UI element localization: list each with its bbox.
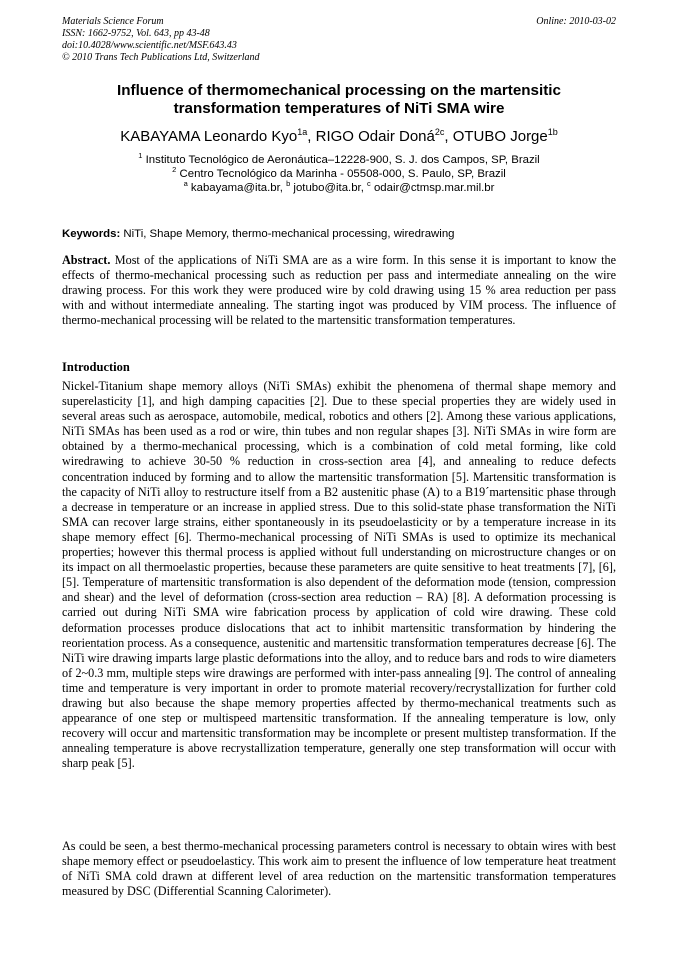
abstract (62, 253, 616, 328)
email-b-marker: b (286, 179, 291, 189)
affiliation-2-marker: 2 (172, 165, 177, 175)
journal-doi: doi:10.4028/www.scientific.net/MSF.643.43 (62, 40, 237, 51)
introduction-paragraph-1: Nickel-Titanium shape memory alloys (NiTi SMAs) exhibit the phenomena of thermal shape memory and superelasticity [1], and high damping capacities [2]. Due to these special properties they are widely used in several areas such as aerospace, automobile, medical, robotics and others [2]. Among these various applications, NiTi SMAs has been used as a rod or wire, thin tubes and non regular shapes [3]. NiTi SMAs in wire form are obtained by a thermo-mechanical processing, which is a combination of cold metal forming, like cold wiredrawing to achieve 30-50 % reduction in cross-section area [4], and annealing to reduce defects concentration induced by forming and to allow the martensitic transformation [5]. Martensitic transformation is the capacity of NiTi alloy to restructure itself from a B2 austenitic phase (A) to a B19´martensitic phase through a decrease in temperature or an increase in applied stress. Due to this solid-state phase transformation the NiTi SMA can recover large strains, either spontaneously in its pseudoelasticity or by a temperature increase in its shape memory effect [6]. Thermo-mechanical processing of NiTi SMAs is used to optimize its mechanical properties; however this thermal process is applied without full understanding on microstructure changes or on its impact on all thermoelastic properties, because these parameters are quite sensitive to heat treatments [7], [6], [5]. Temperature of martensitic transformation is also dependent of the deformation mode (tension, compression and shear) and the level of deformation (cross-section area reduction – RA) [8]. A deformation processing is carried out during NiTi SMA wire fabrication process by application of cold wire drawing. These cold deformation processes produce dislocations that act to inhibit martensitic transformation by hindering the reorientation process. As a consequence, austenitic and martensitic transformation temperatures decrease [6]. The NiTi wire drawing imparts large plastic deformations into the alloy, and to reduce bars and rods to wire diameters of 2~0.3 mm, multiple steps wire drawings are performed with inter-pass annealing [9]. The control of annealing time and temperature is very important in order to promote material recovery/recrystallization for further cold drawing but also because the shape memory properties affected by thermo-mechanical treatments such as appearance of one step or multispeed martensitic transformation. If the annealing temperature is low, only recovery will occur and martensitic transformation may be incomplete or present multistep transformation. If the annealing temperature is above recrystallization temperature, generally one step transformation will occur with sharp peak [5]. (62, 379, 616, 771)
author-1: KABAYAMA Leonardo Kyo (120, 128, 298, 145)
section-heading-introduction: Introduction (62, 360, 130, 374)
online-date: Online: 2010-03-02 (536, 16, 616, 27)
author-separator: , (444, 128, 453, 145)
paper-title (62, 82, 616, 118)
abstract-label: Abstract. (62, 253, 111, 267)
introduction-paragraph-2: As could be seen, a best thermo-mechanical processing parameters control is necessary to obtain wires with best shape memory effect or pseudoelasticy. This work aim to present the influence of low temperature heat treatment of NiTi SMA cold drawn at different level of area reduction on the martensitic transformation temperatures measured by DSC (Differential Scanning Calorimeter). (62, 839, 616, 899)
author-3-affiliation: 1b (547, 127, 558, 137)
author-1-affiliation: 1a (297, 127, 308, 137)
keywords-text: NiTi, Shape Memory, thermo-mechanical processing, wiredrawing (120, 228, 455, 240)
email-a-marker: a (183, 179, 188, 189)
affiliation-2 (62, 167, 616, 181)
abstract-text: Most of the applications of NiTi SMA are as a wire form. In this sense it is important to know the effects of thermo-mechanical processing such as reduction per pass and intermediate annealing on the wire drawing process. For this work they were produced wire by cold drawing using 15 % area reduction per pass with and without intermediate annealing. The starting ingot was produced by VIM process. The influence of thermo-mechanical processing will be related to the martensitic transformation temperatures. (62, 253, 616, 328)
journal-info (62, 16, 616, 64)
keywords-label: Keywords: (62, 228, 121, 240)
email-a: kabayama@ita.br, (187, 182, 287, 194)
email-c-marker: c (367, 179, 371, 189)
affiliation-1-marker: 1 (138, 151, 143, 161)
author-2-affiliation: 2c (434, 127, 445, 137)
journal-copyright: © 2010 Trans Tech Publications Ltd, Switzerland (62, 52, 260, 63)
author-list (62, 128, 616, 146)
affiliation-1 (62, 153, 616, 167)
email-c: odair@ctmsp.mar.mil.br (370, 182, 495, 194)
author-emails (62, 181, 616, 195)
affiliation-1-text: Instituto Tecnológico de Aeronáutica–12228-900, S. J. dos Campos, SP, Brazil (142, 154, 540, 166)
journal-issn: ISSN: 1662-9752, Vol. 643, pp 43-48 (62, 28, 210, 39)
title-line-1: Influence of thermomechanical processing on the martensitic (117, 82, 561, 99)
title-line-2: transformation temperatures of NiTi SMA wire (173, 100, 505, 117)
author-2: RIGO Odair Doná (315, 128, 435, 145)
journal-name: Materials Science Forum (62, 16, 164, 27)
journal-header (62, 16, 616, 64)
author-separator: , (307, 128, 316, 145)
affiliation-2-text: Centro Tecnológico da Marinha - 05508-000, S. Paulo, SP, Brazil (176, 168, 506, 180)
email-b: jotubo@ita.br, (290, 182, 368, 194)
author-3: OTUBO Jorge (452, 128, 548, 145)
keywords (62, 227, 616, 241)
